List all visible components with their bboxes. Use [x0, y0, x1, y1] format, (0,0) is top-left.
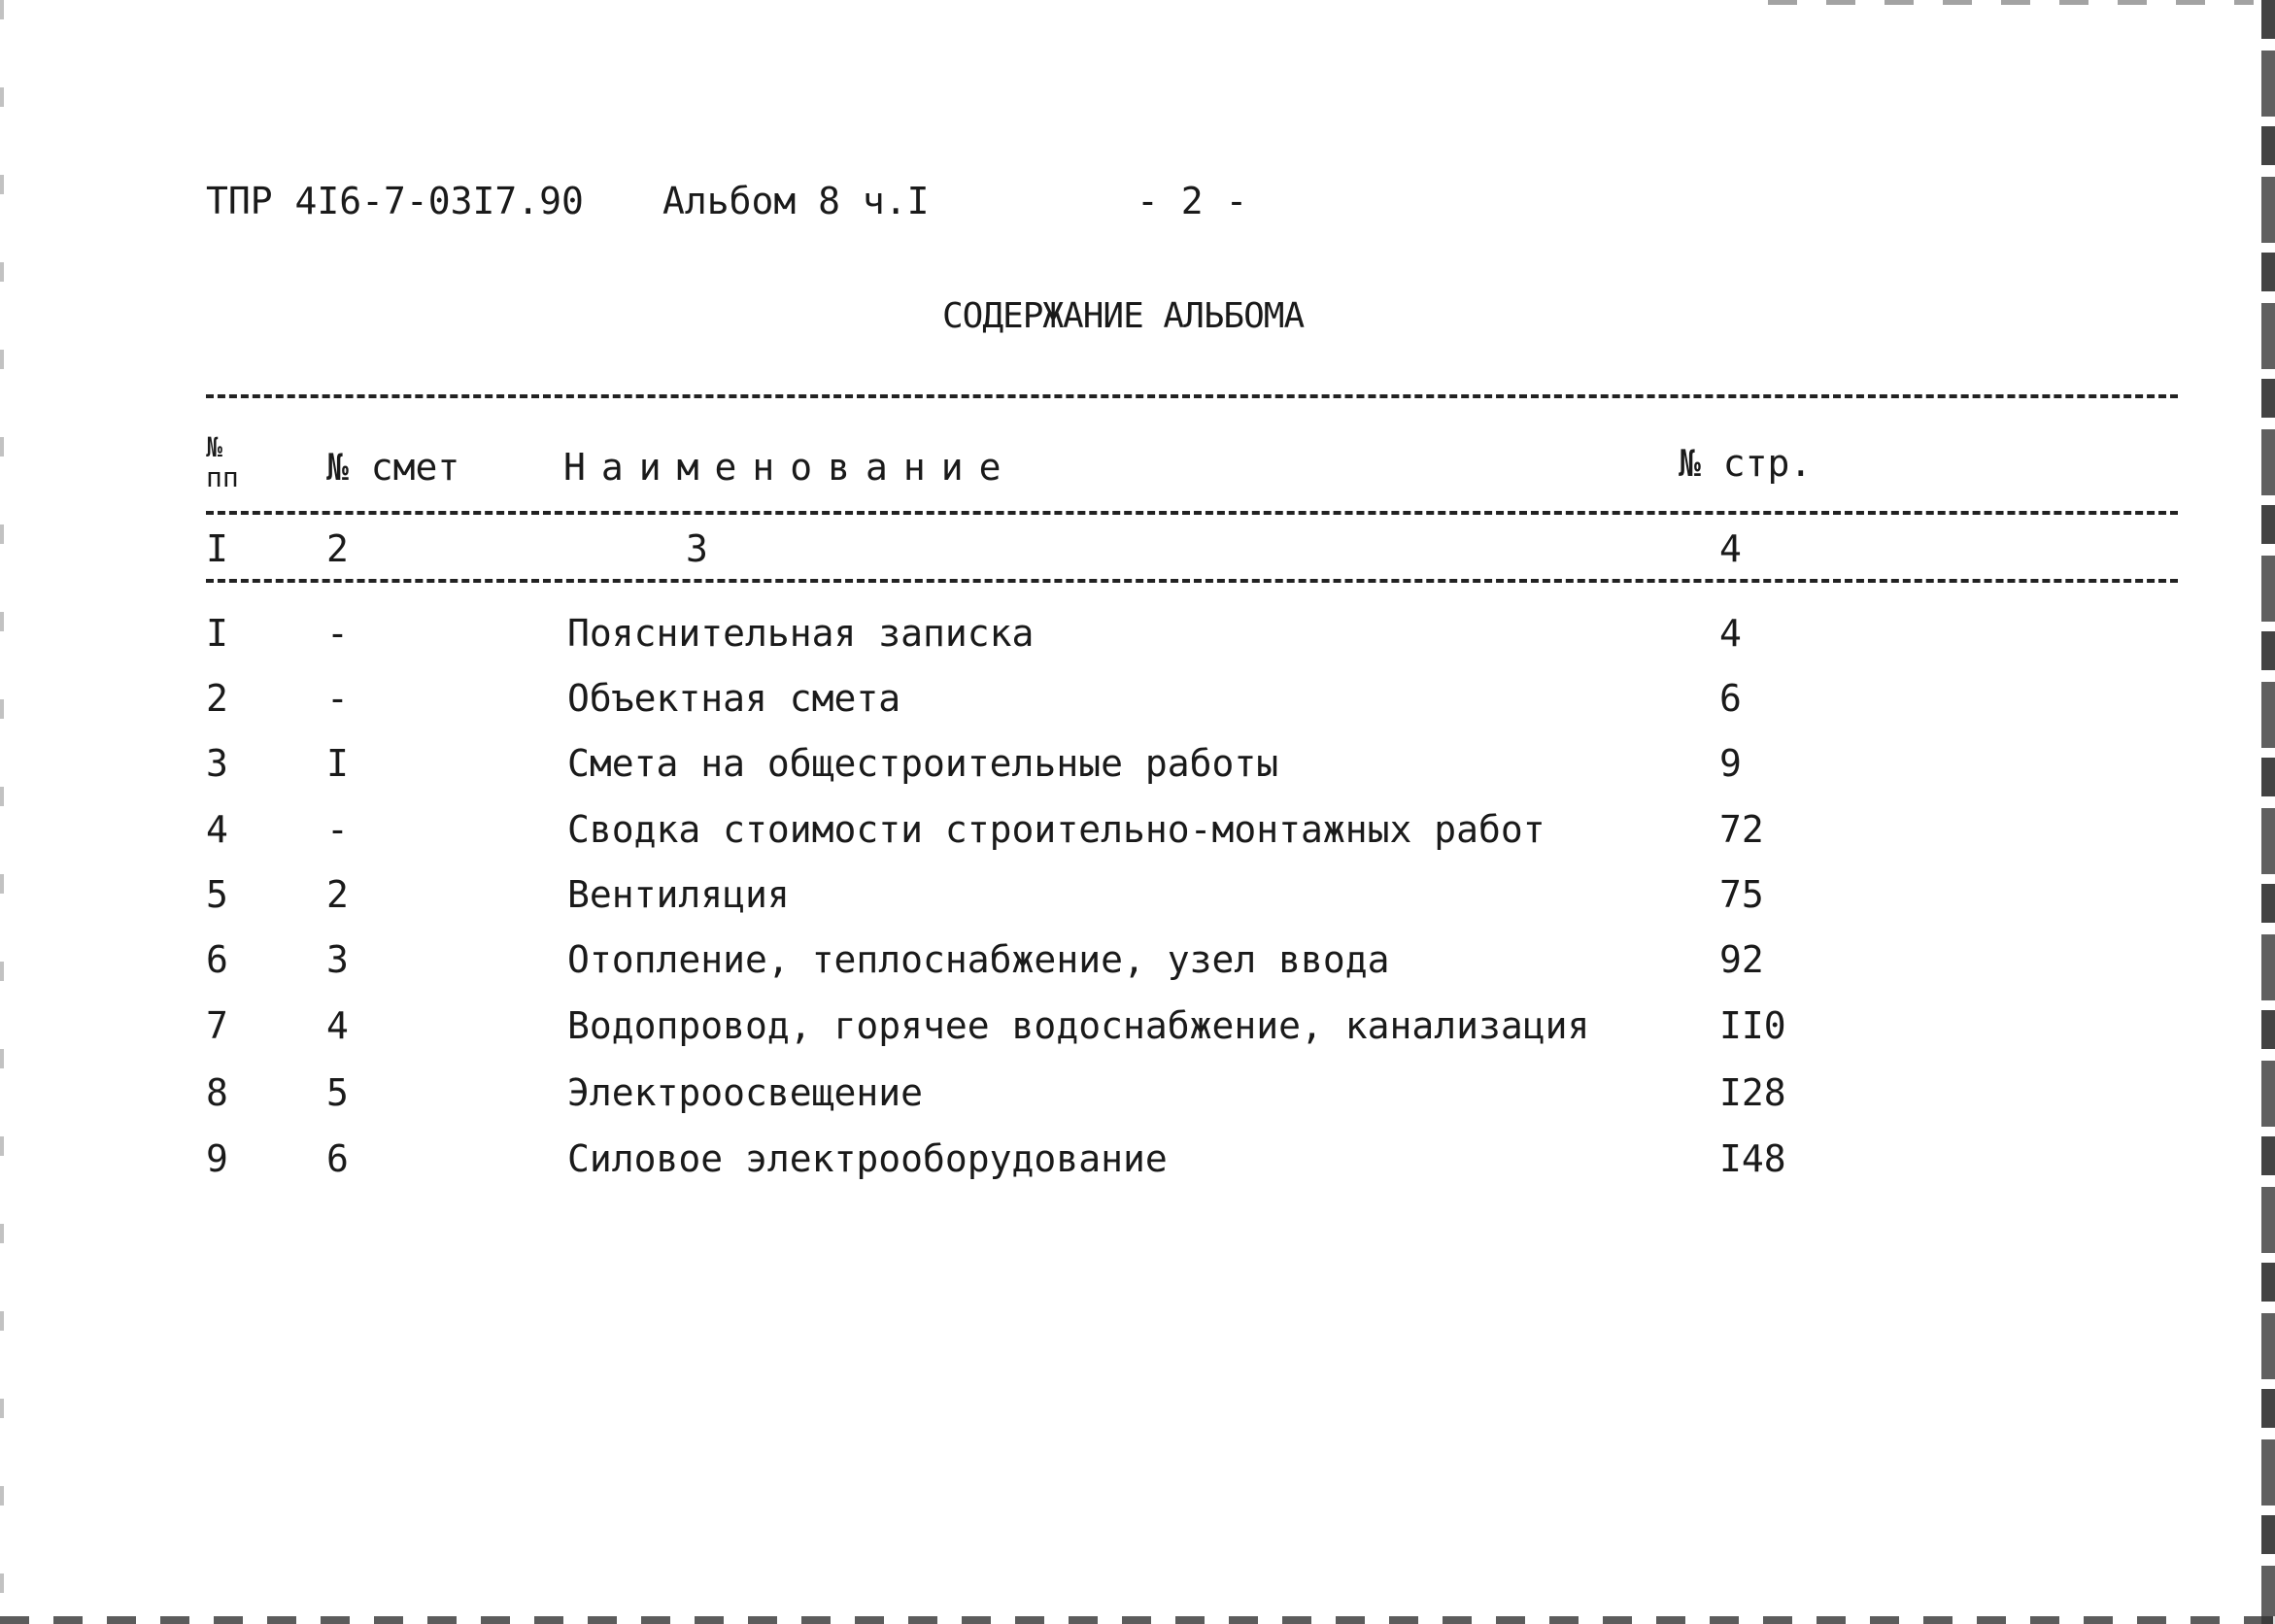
row-smet: 3	[326, 938, 349, 981]
table-row	[0, 938, 2275, 997]
header-num	[206, 433, 245, 493]
column-index-3: 3	[686, 527, 708, 570]
row-num: 2	[206, 677, 228, 720]
row-name: Силовое электрооборудование	[567, 1137, 1168, 1180]
row-page: 4	[1719, 612, 1742, 655]
row-name: Отопление, теплоснабжение, узел ввода	[567, 938, 1390, 981]
row-num: 9	[206, 1137, 228, 1180]
document-code: ТПР 4I6-7-03I7.90	[206, 180, 584, 222]
table-row	[0, 1137, 2275, 1196]
row-page: I28	[1719, 1071, 1786, 1114]
table-row	[0, 1071, 2275, 1130]
row-page: 9	[1719, 742, 1742, 785]
row-page: 75	[1719, 873, 1764, 916]
page-title: СОДЕРЖАНИЕ АЛЬБОМА	[942, 296, 1305, 336]
row-name: Объектная смета	[567, 677, 901, 720]
row-name: Пояснительная записка	[567, 612, 1035, 655]
row-smet: 6	[326, 1137, 349, 1180]
row-name: Водопровод, горячее водоснабжение, канализация	[567, 1004, 1590, 1047]
header-num-label: № пп	[206, 431, 239, 493]
column-index-2: 2	[326, 527, 349, 570]
row-name: Сводка стоимости строительно-монтажных работ	[567, 808, 1545, 851]
header-smet: № смет	[326, 446, 460, 489]
header-name: Наименование	[563, 446, 1017, 489]
row-name: Вентиляция	[567, 873, 790, 916]
row-smet: -	[326, 808, 349, 851]
row-page: II0	[1719, 1004, 1786, 1047]
table-row	[0, 612, 2275, 670]
table-row	[0, 873, 2275, 931]
row-name: Смета на общестроительные работы	[567, 742, 1279, 785]
column-index-1: I	[206, 527, 228, 570]
row-num: I	[206, 612, 228, 655]
row-num: 4	[206, 808, 228, 851]
table-row	[0, 742, 2275, 800]
row-num: 3	[206, 742, 228, 785]
row-smet: -	[326, 677, 349, 720]
row-num: 6	[206, 938, 228, 981]
table-top-rule	[206, 394, 2178, 398]
row-name: Электроосвещение	[567, 1071, 924, 1114]
header-pages: № стр.	[1679, 442, 1813, 485]
table-row	[0, 808, 2275, 866]
index-bottom-rule	[206, 579, 2178, 583]
album-label: Альбом 8 ч.I	[662, 180, 930, 222]
row-page: 6	[1719, 677, 1742, 720]
row-num: 7	[206, 1004, 228, 1047]
page-number: - 2 -	[1137, 180, 1248, 222]
table-row	[0, 677, 2275, 735]
row-smet: 2	[326, 873, 349, 916]
row-smet: 4	[326, 1004, 349, 1047]
scan-edge-top	[1768, 0, 2254, 5]
header-bottom-rule	[206, 511, 2178, 515]
row-page: 92	[1719, 938, 1764, 981]
row-smet: I	[326, 742, 349, 785]
row-page: 72	[1719, 808, 1764, 851]
row-page: I48	[1719, 1137, 1786, 1180]
column-index-4: 4	[1719, 527, 1742, 570]
row-smet: -	[326, 612, 349, 655]
row-num: 5	[206, 873, 228, 916]
scan-edge-bottom	[0, 1616, 2275, 1624]
row-num: 8	[206, 1071, 228, 1114]
table-row	[0, 1004, 2275, 1063]
row-smet: 5	[326, 1071, 349, 1114]
